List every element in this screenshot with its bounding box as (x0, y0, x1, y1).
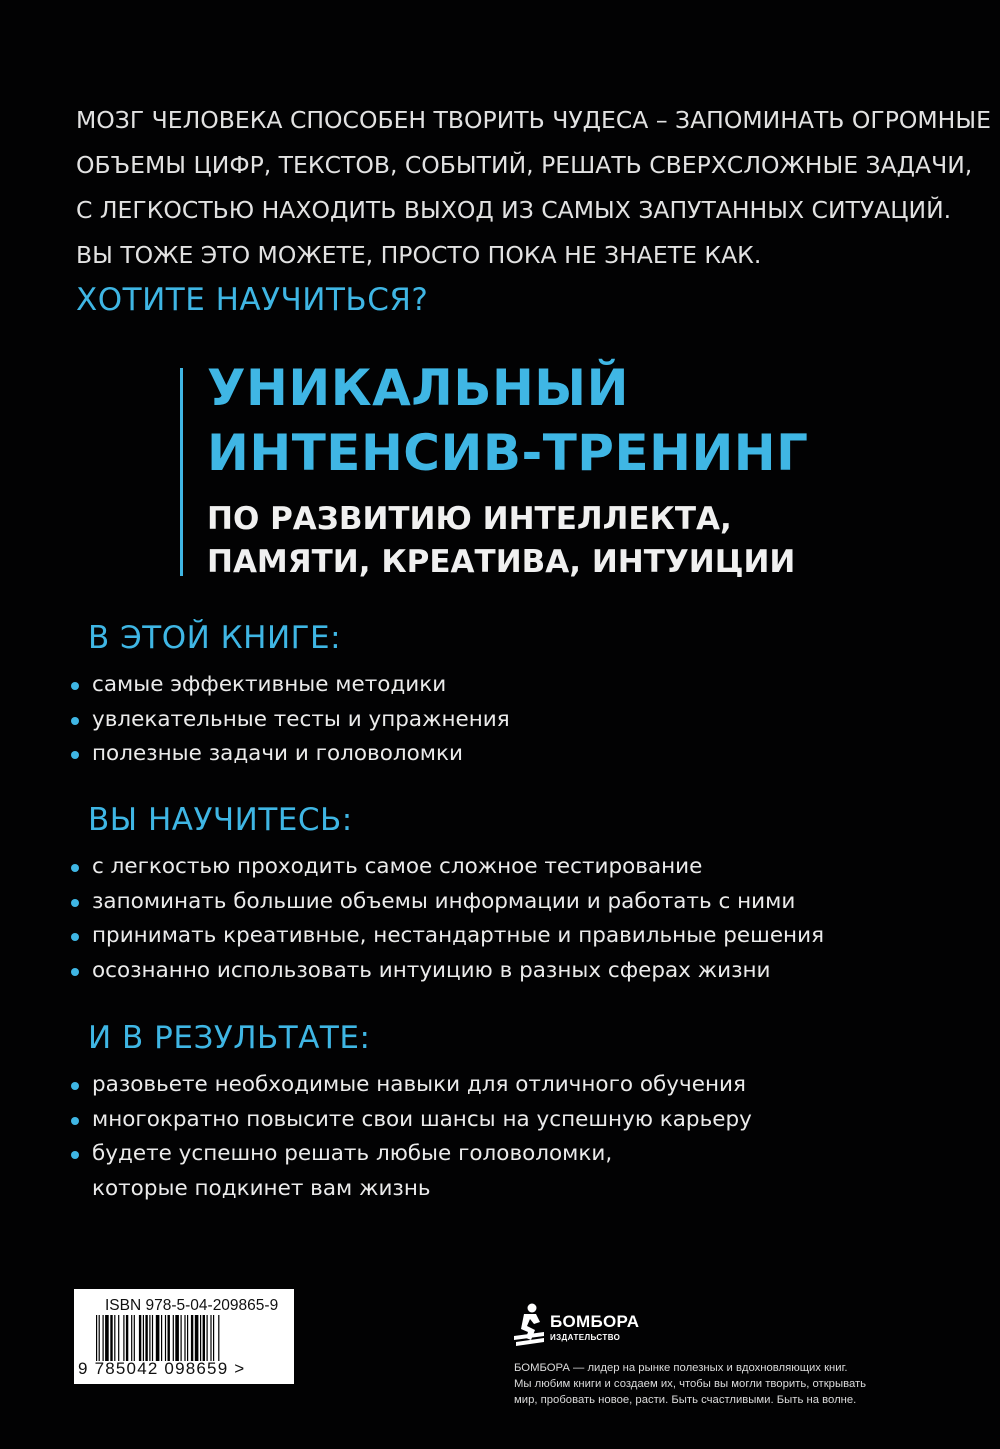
list-item-text: будете успешно решать любые головоломки, (92, 1141, 613, 1166)
bullet-dot-icon (71, 682, 79, 690)
headline-block (207, 356, 809, 584)
bullet-dot-icon (71, 1082, 79, 1090)
section-in-this-book (70, 618, 510, 772)
list-item (70, 850, 824, 885)
section-you-will-learn (70, 800, 824, 988)
list-item (70, 737, 510, 772)
list-item-text: с легкостью проходить самое сложное тестирование (92, 854, 703, 879)
isbn-number: ISBN 978-5-04-209865-9 (105, 1297, 279, 1314)
headline-sub-2: ПАМЯТИ, КРЕАТИВА, ИНТУИЦИИ (207, 544, 796, 580)
list-item (70, 1103, 752, 1138)
bullet-dot-icon (71, 1117, 79, 1125)
list-item (70, 919, 824, 954)
bullet-list (70, 668, 510, 772)
list-item-text: осознанно использовать интуицию в разных сферах жизни (92, 957, 771, 983)
publisher-note (514, 1360, 934, 1408)
section-as-a-result (70, 1018, 752, 1206)
bullet-dot-icon (71, 933, 79, 941)
bullet-dot-icon (71, 968, 79, 976)
headline-accent-bar (180, 368, 183, 576)
intro-line-3: С ЛЕГКОСТЬЮ НАХОДИТЬ ВЫХОД ИЗ САМЫХ ЗАПУТАННЫХ СИТУАЦИЙ. (76, 196, 952, 224)
list-item (70, 1068, 752, 1103)
list-item-text: многократно повысите свои шансы на успешную карьеру (92, 1106, 752, 1132)
publisher-note-line: БОМБОРА — лидер на рынке полезных и вдохновляющих книг. (514, 1362, 848, 1374)
publisher-note-line: Мы любим книги и создаем их, чтобы вы могли творить, открывать (514, 1378, 867, 1390)
list-item-text: запоминать большие объемы информации и работать с ними (92, 888, 796, 914)
list-item-text: разовьете необходимые навыки для отличного обучения (92, 1072, 746, 1097)
bombora-runner-icon (510, 1302, 548, 1350)
list-item (70, 885, 824, 920)
bullet-dot-icon (71, 1151, 79, 1159)
barcode-bars-icon (96, 1315, 274, 1361)
bullet-list (70, 850, 824, 988)
list-item (70, 703, 510, 738)
list-item-text: полезные задачи и головоломки (92, 741, 463, 766)
list-item-text: самые эффективные методики (92, 672, 447, 697)
intro-line-4: ВЫ ТОЖЕ ЭТО МОЖЕТЕ, ПРОСТО ПОКА НЕ ЗНАЕТЕ КАК. (76, 241, 762, 269)
headline-line-2: ИНТЕНСИВ-ТРЕНИНГ (207, 424, 809, 482)
list-item-text: принимать креативные, нестандартные и правильные решения (92, 923, 825, 948)
section-title: И В РЕЗУЛЬТАТЕ: (88, 1020, 371, 1056)
isbn-barcode (74, 1289, 294, 1384)
publisher-note-line: мир, пробовать новое, расти. Быть счастливыми. Быть на волне. (514, 1394, 857, 1406)
intro-paragraph (76, 98, 991, 278)
headline-line-1: УНИКАЛЬНЫЙ (207, 359, 629, 417)
list-item-continuation: которые подкинет вам жизнь (92, 1175, 431, 1201)
list-item (70, 668, 510, 703)
bullet-dot-icon (71, 717, 79, 725)
intro-line-2: ОБЪЕМЫ ЦИФР, ТЕКСТОВ, СОБЫТИЙ, РЕШАТЬ СВЕРХСЛОЖНЫЕ ЗАДАЧИ, (76, 151, 973, 179)
barcode-digits: 9 785042 098659 > (78, 1359, 246, 1378)
list-item (70, 1137, 752, 1206)
section-title: ВЫ НАУЧИТЕСЬ: (88, 802, 353, 838)
bullet-dot-icon (71, 899, 79, 907)
intro-line-1: МОЗГ ЧЕЛОВЕКА СПОСОБЕН ТВОРИТЬ ЧУДЕСА – ЗАПОМИНАТЬ ОГРОМНЫЕ (76, 106, 991, 134)
bullet-dot-icon (71, 751, 79, 759)
logo-tagline: ИЗДАТЕЛЬСТВО (550, 1333, 621, 1342)
bullet-list (70, 1068, 752, 1206)
headline-sub-1: ПО РАЗВИТИЮ ИНТЕЛЛЕКТА, (207, 501, 732, 537)
list-item-text: увлекательные тесты и упражнения (92, 706, 510, 732)
publisher-logo (510, 1302, 670, 1350)
list-item (70, 954, 824, 989)
intro-question: ХОТИТЕ НАУЧИТЬСЯ? (76, 282, 429, 318)
logo-name: БОМБОРА (550, 1312, 640, 1331)
bullet-dot-icon (71, 864, 79, 872)
section-title: В ЭТОЙ КНИГЕ: (88, 620, 342, 656)
